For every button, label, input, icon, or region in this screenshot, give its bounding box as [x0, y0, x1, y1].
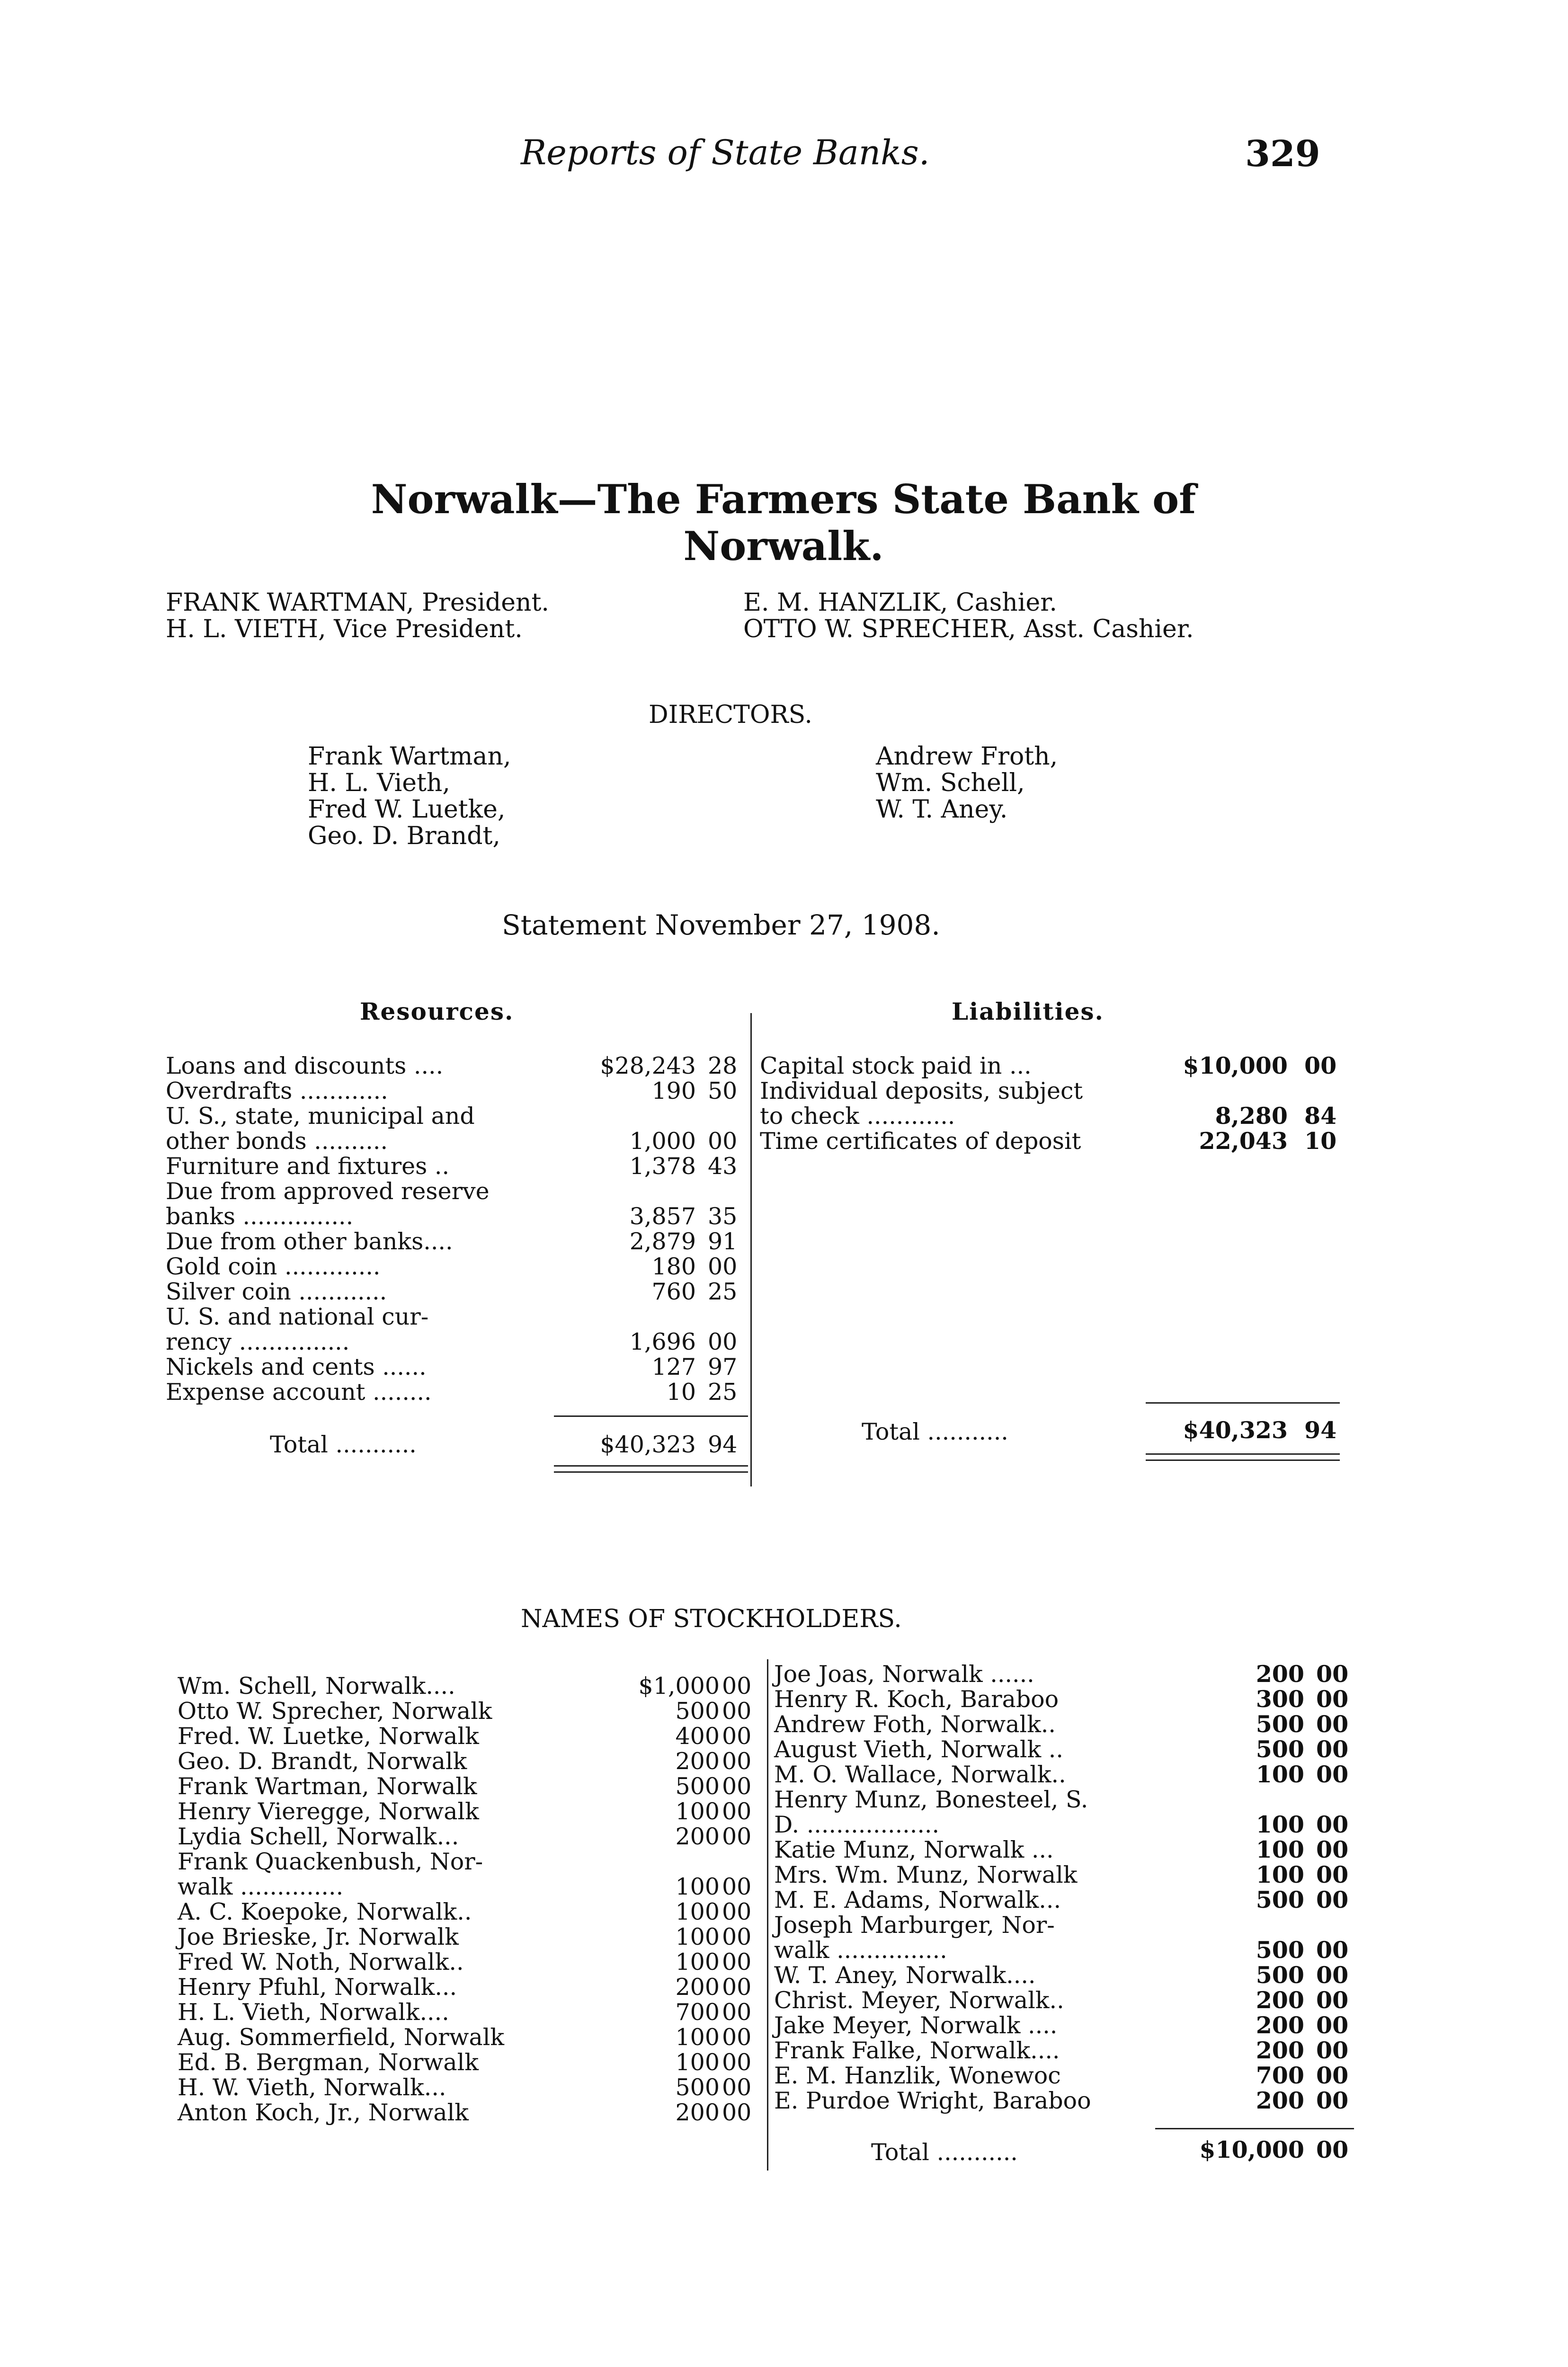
stockholder-amount: 200 [675, 1823, 720, 1850]
resource-row-label: other bonds .......... [166, 1128, 388, 1155]
stockholder-label: Wm. Schell, Norwalk.... [178, 1673, 455, 1700]
stockholder-cents: 00 [1316, 1811, 1349, 1838]
stockholder-amount: 500 [675, 1698, 720, 1725]
resource-row-amount: 10 [666, 1379, 696, 1406]
stockholder-amount: 200 [1256, 2087, 1304, 2114]
stockholder-cents: 00 [722, 2099, 752, 2126]
liability-row-amount: 22,043 [1199, 1127, 1288, 1155]
stockholder-cents: 00 [722, 1923, 752, 1950]
officer-cashier: E. M. HANZLIK, Cashier. [743, 588, 1057, 617]
director-name: Frank Wartman, [308, 742, 511, 771]
resource-row-amount: 760 [651, 1278, 696, 1305]
liability-row-amount: $10,000 [1183, 1052, 1288, 1079]
stockholder-label: Christ. Meyer, Norwalk.. [774, 1987, 1064, 2014]
resource-row-amount: 127 [651, 1353, 696, 1380]
stockholder-cents: 00 [1316, 1710, 1349, 1738]
stockholder-amount: 200 [675, 1974, 720, 2001]
statement-title: Statement November 27, 1908. [502, 909, 940, 941]
stockholder-cents: 00 [1316, 2062, 1349, 2089]
resource-row-label: Overdrafts ............ [166, 1077, 388, 1104]
stockholder-label: Frank Wartman, Norwalk [178, 1773, 477, 1800]
stockholder-amount: 100 [675, 1798, 720, 1825]
stockholders-divider [767, 1659, 768, 2171]
stockholder-amount: 200 [1256, 2011, 1304, 2039]
stockholder-label: Jake Meyer, Norwalk .... [774, 2012, 1058, 2039]
resource-row-label: Loans and discounts .... [166, 1052, 444, 1079]
stockholder-cents: 00 [722, 1999, 752, 2026]
liability-row-label: Time certificates of deposit [760, 1128, 1081, 1155]
stockholder-amount: $1,000 [638, 1673, 720, 1700]
resource-row-cents: 00 [708, 1328, 738, 1355]
resource-row-amount: 1,696 [629, 1328, 696, 1355]
resources-total-rule [554, 1415, 748, 1417]
stockholder-amount: 500 [1256, 1710, 1304, 1738]
resource-row-label: Due from other banks.... [166, 1228, 453, 1255]
resource-row-cents: 43 [708, 1153, 738, 1180]
director-name: Geo. D. Brandt, [308, 822, 500, 850]
resource-row-label: Silver coin ............ [166, 1278, 387, 1305]
stockholder-amount: 100 [675, 1949, 720, 1975]
liability-row-label: Individual deposits, subject [760, 1077, 1083, 1104]
stockholder-label: Frank Falke, Norwalk.... [774, 2037, 1060, 2064]
stockholder-label: M. E. Adams, Norwalk... [774, 1886, 1061, 1913]
officer-vice-president: H. L. VIETH, Vice President. [166, 615, 523, 643]
stockholder-label: W. T. Aney, Norwalk.... [774, 1962, 1036, 1989]
resource-row-label: U. S. and national cur- [166, 1303, 429, 1330]
stockholder-cents: 00 [722, 1873, 752, 1900]
stockholder-label: H. W. Vieth, Norwalk... [178, 2074, 446, 2101]
resource-row-amount: 190 [651, 1077, 696, 1104]
stockholder-cents: 00 [722, 1798, 752, 1825]
resource-row-amount: 3,857 [629, 1203, 696, 1230]
resource-row-cents: 25 [708, 1379, 738, 1406]
resource-row-amount: 2,879 [629, 1228, 696, 1255]
stockholder-label: Frank Quackenbush, Nor- [178, 1848, 483, 1875]
liabilities-heading: Liabilities. [952, 997, 1104, 1025]
director-name: Wm. Schell, [876, 769, 1025, 797]
bank-title: Norwalk—The Farmers State Bank of Norwalk. [371, 476, 1196, 570]
stockholder-amount: 100 [675, 1923, 720, 1950]
stockholder-cents: 00 [722, 1748, 752, 1775]
directors-left [308, 743, 511, 849]
officer-president: FRANK WARTMAN, President. [166, 588, 549, 617]
stockholder-amount: 100 [675, 1873, 720, 1900]
resources-double-rule [554, 1465, 748, 1467]
stockholder-label: E. Purdoe Wright, Baraboo [774, 2087, 1091, 2114]
stockholder-amount: 500 [1256, 1886, 1304, 1913]
stockholder-label: Fred. W. Luetke, Norwalk [178, 1723, 479, 1750]
stockholder-cents: 00 [722, 2024, 752, 2051]
stockholder-cents: 00 [1316, 1886, 1349, 1913]
resource-row-cents: 25 [708, 1278, 738, 1305]
stockholder-label: Henry Vieregge, Norwalk [178, 1798, 479, 1825]
stockholder-amount: 500 [1256, 1936, 1304, 1964]
stockholder-cents: 00 [722, 1723, 752, 1750]
directors-heading: DIRECTORS. [649, 701, 812, 729]
stockholder-amount: 100 [1256, 1811, 1304, 1838]
resource-row-cents: 35 [708, 1203, 738, 1230]
director-name: Fred W. Luetke, [308, 795, 506, 824]
stockholder-amount: 200 [675, 1748, 720, 1775]
stockholder-amount: 200 [1256, 1660, 1304, 1688]
stockholders-total-cents: 00 [1316, 2136, 1349, 2163]
stockholders-total-rule [1155, 2128, 1354, 2129]
stockholder-label: Henry Munz, Bonesteel, S. [774, 1786, 1088, 1813]
stockholder-cents: 00 [1316, 2011, 1349, 2039]
stockholder-cents: 00 [1316, 1861, 1349, 1888]
stockholder-amount: 100 [1256, 1836, 1304, 1863]
stockholder-label: H. L. Vieth, Norwalk.... [178, 1999, 449, 2026]
stockholder-amount: 100 [1256, 1861, 1304, 1888]
liabilities-total-rule [1146, 1402, 1340, 1404]
stockholder-label: Katie Munz, Norwalk ... [774, 1836, 1054, 1863]
running-title: Reports of State Banks. [521, 133, 930, 172]
stockholder-amount: 100 [675, 2024, 720, 2051]
page-number: 329 [1245, 133, 1320, 175]
stockholder-cents: 00 [722, 1673, 752, 1700]
stockholder-cents: 00 [722, 1898, 752, 1925]
stockholder-amount: 500 [675, 1773, 720, 1800]
stockholder-cents: 00 [722, 1773, 752, 1800]
liability-row-cents: 00 [1304, 1052, 1337, 1079]
stockholder-label: Anton Koch, Jr., Norwalk [178, 2099, 469, 2126]
liability-row-cents: 10 [1304, 1127, 1337, 1155]
stockholder-amount: 100 [675, 1898, 720, 1925]
stockholder-amount: 700 [675, 1999, 720, 2026]
officer-asst-cashier: OTTO W. SPRECHER, Asst. Cashier. [743, 615, 1194, 643]
stockholders-heading: NAMES OF STOCKHOLDERS. [521, 1605, 902, 1633]
stockholder-label: Mrs. Wm. Munz, Norwalk [774, 1861, 1078, 1888]
resource-row-cents: 28 [708, 1052, 738, 1079]
stockholder-amount: 500 [1256, 1961, 1304, 1989]
liabilities-double-rule-2 [1146, 1459, 1340, 1461]
stockholder-label: Joe Brieske, Jr. Norwalk [178, 1923, 459, 1950]
resources-double-rule-2 [554, 1471, 748, 1473]
stockholder-cents: 00 [1316, 1836, 1349, 1863]
stockholder-amount: 100 [1256, 1761, 1304, 1788]
stockholder-cents: 00 [1316, 1685, 1349, 1713]
stockholder-amount: 400 [675, 1723, 720, 1750]
stockholder-amount: 500 [675, 2074, 720, 2101]
stockholder-label: walk ............... [774, 1937, 947, 1964]
resource-row-amount: $28,243 [600, 1052, 696, 1079]
resources-total-cents: 94 [708, 1431, 738, 1458]
stockholder-cents: 00 [1316, 1735, 1349, 1763]
director-name: H. L. Vieth, [308, 769, 450, 797]
stockholder-label: Otto W. Sprecher, Norwalk [178, 1698, 492, 1725]
resource-row-amount: 180 [651, 1253, 696, 1280]
stockholder-label: Andrew Foth, Norwalk.. [774, 1711, 1056, 1738]
stockholder-cents: 00 [722, 2049, 752, 2076]
stockholder-amount: 200 [1256, 2037, 1304, 2064]
column-divider [750, 1013, 752, 1486]
resource-row-label: banks ............... [166, 1203, 354, 1230]
liability-row-cents: 84 [1304, 1102, 1337, 1130]
stockholder-label: Lydia Schell, Norwalk... [178, 1823, 459, 1850]
stockholder-cents: 00 [722, 1823, 752, 1850]
stockholder-cents: 00 [1316, 1936, 1349, 1964]
stockholder-cents: 00 [1316, 2037, 1349, 2064]
resource-row-label: Expense account ........ [166, 1379, 432, 1406]
resources-total-amount: $40,323 [600, 1431, 696, 1458]
stockholder-label: walk .............. [178, 1873, 344, 1900]
stockholder-label: Ed. B. Bergman, Norwalk [178, 2049, 479, 2076]
stockholder-label: M. O. Wallace, Norwalk.. [774, 1761, 1066, 1788]
stockholder-label: Aug. Sommerfield, Norwalk [178, 2024, 505, 2051]
resource-row-cents: 91 [708, 1228, 738, 1255]
stockholder-cents: 00 [722, 1974, 752, 2001]
stockholder-cents: 00 [1316, 1986, 1349, 2014]
stockholder-cents: 00 [722, 2074, 752, 2101]
stockholder-amount: 100 [675, 2049, 720, 2076]
directors-right [876, 743, 1058, 823]
stockholder-label: Geo. D. Brandt, Norwalk [178, 1748, 467, 1775]
resource-row-cents: 50 [708, 1077, 738, 1104]
stockholder-label: Fred W. Noth, Norwalk.. [178, 1949, 464, 1975]
resource-row-label: rency ............... [166, 1328, 350, 1355]
liabilities-total-cents: 94 [1304, 1416, 1337, 1444]
resource-row-cents: 00 [708, 1253, 738, 1280]
stockholder-amount: 200 [675, 2099, 720, 2126]
liabilities-total-amount: $40,323 [1183, 1416, 1288, 1444]
liability-row-amount: 8,280 [1215, 1102, 1288, 1130]
resource-row-cents: 00 [708, 1128, 738, 1155]
resource-row-label: U. S., state, municipal and [166, 1103, 475, 1130]
resource-row-cents: 97 [708, 1353, 738, 1380]
stockholder-amount: 200 [1256, 1986, 1304, 2014]
liability-row-label: to check ............ [760, 1103, 955, 1130]
stockholder-cents: 00 [722, 1698, 752, 1725]
liabilities-total-label: Total ........... [862, 1418, 1008, 1445]
stockholder-cents: 00 [722, 1949, 752, 1975]
stockholders-total-label: Total ........... [871, 2139, 1018, 2166]
resource-row-label: Nickels and cents ...... [166, 1353, 427, 1380]
stockholder-cents: 00 [1316, 2087, 1349, 2114]
officers-left [166, 589, 549, 642]
stockholder-label: August Vieth, Norwalk .. [774, 1736, 1063, 1763]
resource-row-amount: 1,378 [629, 1153, 696, 1180]
liability-row-label: Capital stock paid in ... [760, 1052, 1032, 1079]
stockholder-amount: 700 [1256, 2062, 1304, 2089]
stockholder-label: Henry R. Koch, Baraboo [774, 1686, 1059, 1713]
resources-heading: Resources. [360, 997, 514, 1025]
stockholder-label: D. .................. [774, 1811, 940, 1838]
stockholder-label: Joe Joas, Norwalk ...... [774, 1661, 1034, 1688]
resource-row-label: Due from approved reserve [166, 1178, 490, 1205]
director-name: Andrew Froth, [876, 742, 1058, 771]
resource-row-label: Furniture and fixtures .. [166, 1153, 450, 1180]
stockholder-label: Joseph Marburger, Nor- [774, 1912, 1055, 1939]
stockholder-cents: 00 [1316, 1660, 1349, 1688]
stockholder-label: A. C. Koepoke, Norwalk.. [178, 1898, 472, 1925]
stockholder-amount: 500 [1256, 1735, 1304, 1763]
stockholders-total-amount: $10,000 [1199, 2136, 1304, 2163]
resources-total-label: Total ........... [270, 1431, 417, 1458]
liabilities-double-rule [1146, 1453, 1340, 1455]
stockholder-amount: 300 [1256, 1685, 1304, 1713]
resource-row-amount: 1,000 [629, 1128, 696, 1155]
stockholder-label: E. M. Hanzlik, Wonewoc [774, 2062, 1061, 2089]
stockholder-cents: 00 [1316, 1761, 1349, 1788]
stockholder-cents: 00 [1316, 1961, 1349, 1989]
officers-right [743, 589, 1194, 642]
resource-row-label: Gold coin ............. [166, 1253, 381, 1280]
stockholder-label: Henry Pfuhl, Norwalk... [178, 1974, 457, 2001]
director-name: W. T. Aney. [876, 795, 1008, 824]
